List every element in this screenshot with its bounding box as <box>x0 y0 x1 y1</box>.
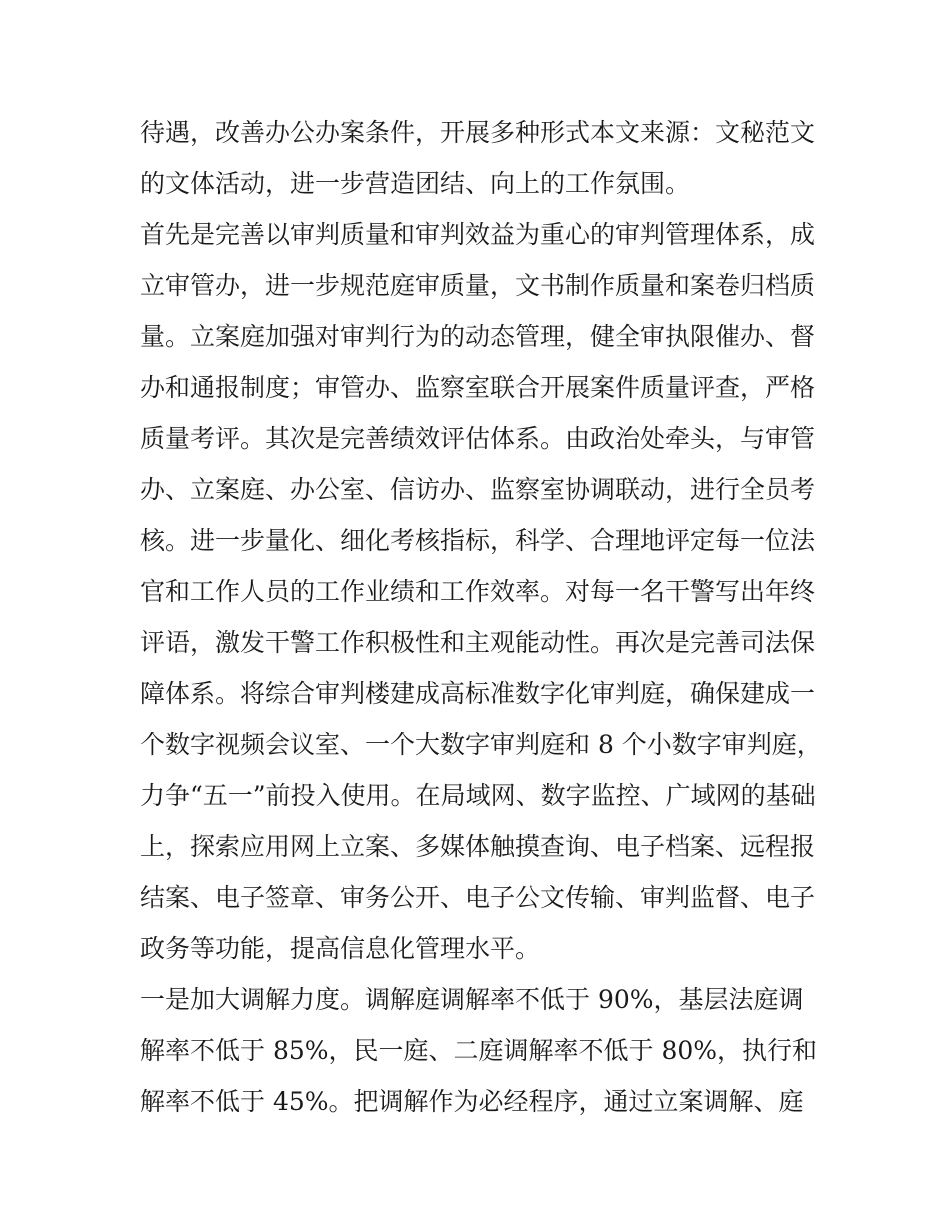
text-line: 上，探索应用网上立案、多媒体触摸查询、电子档案、远程报 <box>140 832 816 861</box>
text-line: 官和工作人员的工作业绩和工作效率。对每一名干警写出年终 <box>140 577 816 606</box>
text-line: 办和通报制度；审管办、监察室联合开展案件质量评查，严格 <box>140 373 816 402</box>
text-line: 核。进一步量化、细化考核指标，科学、合理地评定每一位法 <box>140 526 816 555</box>
text-line: 量。立案庭加强对审判行为的动态管理，健全审执限催办、督 <box>140 322 816 351</box>
text-line: 质量考评。其次是完善绩效评估体系。由政治处牵头，与审管 <box>140 424 816 453</box>
text-line: 结案、电子签章、审务公开、电子公文传输、审判监督、电子 <box>140 883 816 912</box>
text-line: 立审管办，进一步规范庭审质量，文书制作质量和案卷归档质 <box>140 271 816 300</box>
text-line: 障体系。将综合审判楼建成高标准数字化审判庭，确保建成一 <box>140 679 816 708</box>
text-line: 办、立案庭、办公室、信访办、监察室协调联动，进行全员考 <box>140 475 816 504</box>
text-line: 政务等功能，提高信息化管理水平。 <box>140 934 541 963</box>
text-line: 一是加大调解力度。调解庭调解率不低于 90%，基层法庭调 <box>140 985 804 1014</box>
text-line: 的文体活动，进一步营造团结、向上的工作氛围。 <box>140 169 691 198</box>
text-line: 个数字视频会议室、一个大数字审判庭和 8 个小数字审判庭， <box>140 730 822 759</box>
text-line: 首先是完善以审判质量和审判效益为重心的审判管理体系，成 <box>140 220 816 249</box>
document-body <box>140 107 820 1127</box>
text-line: 解率不低于 85%，民一庭、二庭调解率不低于 80%，执行和 <box>140 1036 818 1065</box>
text-line: 解率不低于 45%。把调解作为必经程序，通过立案调解、庭 <box>140 1087 804 1116</box>
text-line: 待遇，改善办公办案条件，开展多种形式本文来源：文秘范文 <box>140 118 816 147</box>
text-line: 力争“五一”前投入使用。在局域网、数字监控、广域网的基础 <box>140 781 816 810</box>
text-line: 评语，激发干警工作积极性和主观能动性。再次是完善司法保 <box>140 628 816 657</box>
